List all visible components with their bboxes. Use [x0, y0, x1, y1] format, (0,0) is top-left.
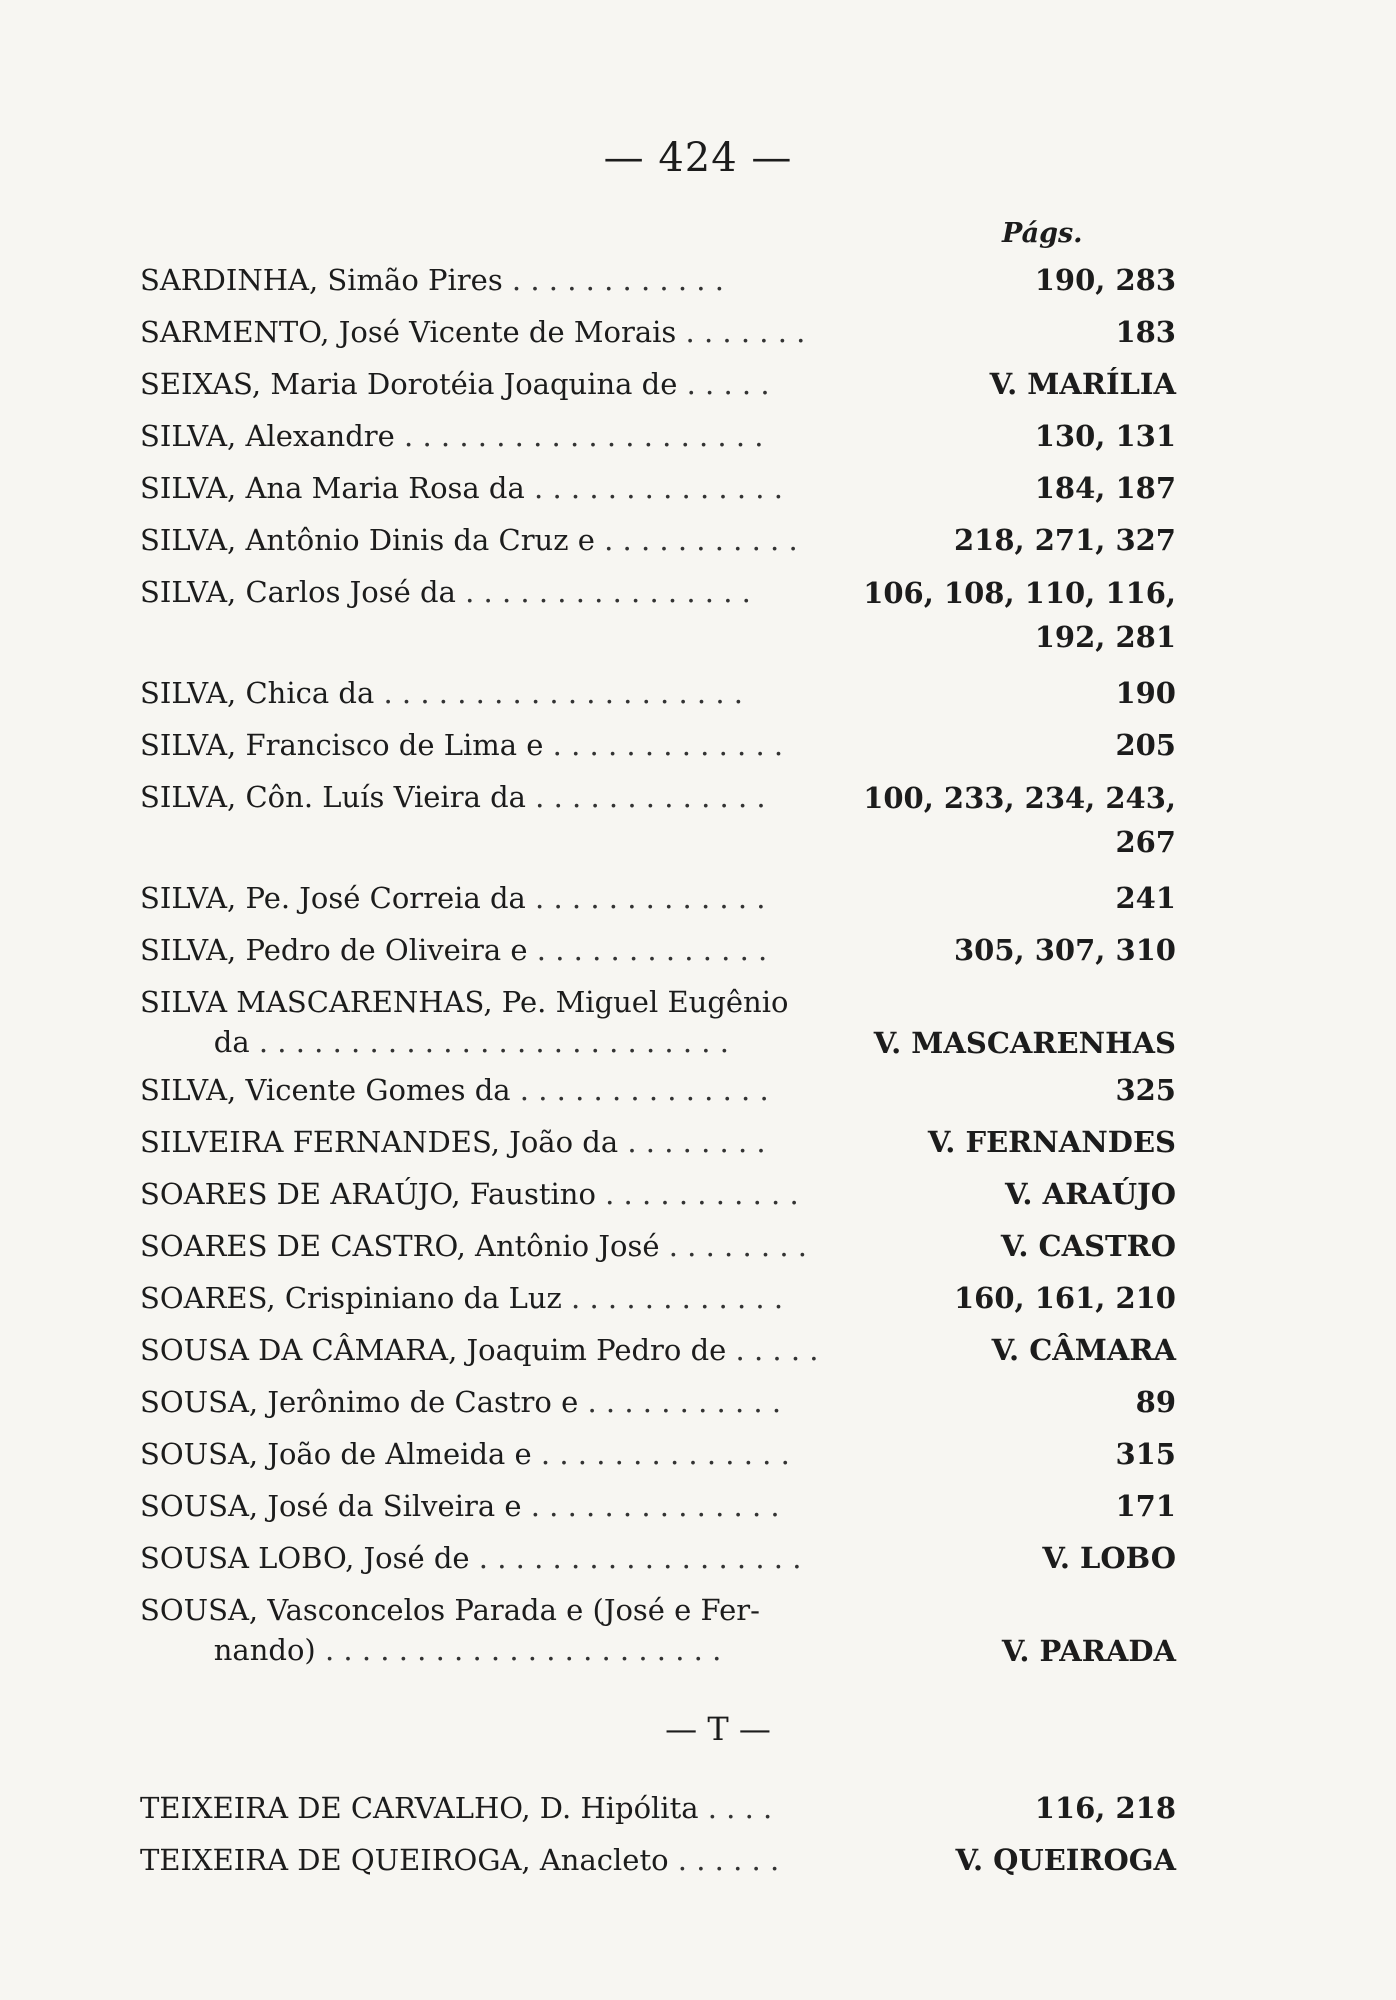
- entry-pages: V. LOBO: [1042, 1541, 1176, 1575]
- leader-dots: . . . . . . . . . . . . . .: [510, 1073, 769, 1107]
- index-entry: [140, 1376, 1176, 1428]
- entry-name: [140, 1220, 840, 1272]
- leader-dots: . . . . . . . . . . . . . .: [524, 471, 783, 505]
- entry-name: [140, 924, 840, 976]
- leader-dots: . . . . . . . . . . .: [594, 523, 798, 557]
- leader-dots: . . . . . . . . . . . . .: [525, 780, 766, 814]
- entry-name-text: SOARES, Crispiniano da Luz: [140, 1281, 562, 1315]
- entry-name: [140, 410, 840, 462]
- entry-name: [140, 1116, 840, 1168]
- entry-name-text: SOUSA, Vasconcelos Parada e (José e Fer- nando): [140, 1593, 760, 1667]
- entry-name: [140, 1064, 840, 1116]
- entry-pages: 305, 307, 310: [954, 933, 1176, 967]
- leader-dots: . . . . . . . . . . . . . .: [531, 1437, 790, 1471]
- index-entry: [140, 1324, 1176, 1376]
- entry-name-text: SILVA, Chica da: [140, 676, 375, 710]
- entry-name-text: SILVA, Côn. Luís Vieira da: [140, 780, 526, 814]
- entry-name-text: SILVA MASCARENHAS, Pe. Miguel Eugênio da: [140, 985, 789, 1059]
- section-letter-t: — T —: [665, 1710, 771, 1748]
- entry-pages: 171: [1115, 1489, 1176, 1523]
- leader-dots: . . . . . .: [668, 1843, 780, 1877]
- leader-dots: . . . . . . . . . . . .: [502, 263, 724, 297]
- entry-name: [140, 566, 840, 618]
- entry-name: [140, 1782, 840, 1834]
- index-entry: [140, 719, 1176, 771]
- index-entry: [140, 1480, 1176, 1532]
- entry-name-text: SILVA, Ana Maria Rosa da: [140, 471, 525, 505]
- entry-pages: V. FERNANDES: [927, 1125, 1176, 1159]
- entry-name: [140, 514, 840, 566]
- entry-pages: 89: [1135, 1385, 1176, 1419]
- index-entry: [140, 306, 1176, 358]
- entry-name: [140, 1584, 840, 1670]
- entry-name-text: SOUSA, José da Silveira e: [140, 1489, 522, 1523]
- index-entry: [140, 410, 1176, 462]
- entry-name: [140, 254, 840, 306]
- entry-name: [140, 771, 840, 823]
- entry-name-text: SOUSA, Jerônimo de Castro e: [140, 1385, 579, 1419]
- index-group-s: [140, 254, 1176, 1672]
- index-entry: [140, 1116, 1176, 1168]
- entry-name-text: TEIXEIRA DE CARVALHO, D. Hipólita: [140, 1791, 699, 1825]
- entry-pages: 160, 161, 210: [954, 1281, 1176, 1315]
- entry-pages: 315: [1115, 1437, 1176, 1471]
- entry-pages: V. CASTRO: [1000, 1229, 1176, 1263]
- entry-name: [140, 976, 840, 1062]
- index-entry: [140, 462, 1176, 514]
- index-entry: [140, 514, 1176, 566]
- entry-pages: 205: [1115, 728, 1176, 762]
- leader-dots: . . . . .: [726, 1333, 819, 1367]
- page-number: — 424 —: [603, 135, 793, 181]
- entry-name-text: SILVA, Alexandre: [140, 419, 395, 453]
- index-entry: [140, 566, 1176, 659]
- leader-dots: . . . . . . . .: [618, 1125, 766, 1159]
- leader-dots: . . . . . . . . . . . . . .: [521, 1489, 780, 1523]
- leader-dots: . . . .: [698, 1791, 773, 1825]
- index-list: [140, 254, 1176, 1886]
- entry-pages: 130, 131: [1034, 419, 1176, 453]
- entry-name-text: SOARES DE ARAÚJO, Faustino: [140, 1177, 596, 1211]
- entry-name: [140, 667, 840, 719]
- entry-pages: 218, 271, 327: [954, 523, 1176, 557]
- entry-name: [140, 1428, 840, 1480]
- leader-dots: . . . . . . . . . . . . .: [543, 728, 784, 762]
- entry-name-text: SARDINHA, Simão Pires: [140, 263, 503, 297]
- index-entry: [140, 1782, 1176, 1834]
- leader-dots: . . . . . . . . . . . .: [561, 1281, 784, 1315]
- index-entry: [140, 254, 1176, 306]
- entry-pages: 325: [1115, 1073, 1176, 1107]
- entry-pages: 106, 108, 110, 116, 192, 281: [863, 576, 1176, 654]
- entry-name: [140, 462, 840, 514]
- entry-pages: V. ARAÚJO: [1005, 1177, 1176, 1211]
- entry-name: [140, 1480, 840, 1532]
- index-entry: [140, 1584, 1176, 1672]
- entry-pages: V. MARÍLIA: [989, 367, 1176, 401]
- entry-name: [140, 306, 840, 358]
- index-entry: [140, 924, 1176, 976]
- entry-name-text: SOUSA DA CÂMARA, Joaquim Pedro de: [140, 1333, 727, 1367]
- index-entry: [140, 1220, 1176, 1272]
- entry-name: [140, 1834, 840, 1886]
- entry-name-text: SOUSA, João de Almeida e: [140, 1437, 532, 1471]
- entry-pages: 184, 187: [1034, 471, 1176, 505]
- entry-pages: 241: [1115, 881, 1176, 915]
- leader-dots: . . . . . . . . . . . . . . . . . . . .: [394, 419, 764, 453]
- leader-dots: . . . . . . . . . . . . . . . . . . . . . .: [315, 1633, 722, 1667]
- entry-name-text: SILVEIRA FERNANDES, João da: [140, 1125, 619, 1159]
- entry-name-text: SARMENTO, José Vicente de Morais: [140, 315, 677, 349]
- entry-pages: 100, 233, 234, 243, 267: [863, 781, 1176, 859]
- entry-name: [140, 358, 840, 410]
- index-entry: [140, 1168, 1176, 1220]
- index-entry: [140, 976, 1176, 1064]
- index-entry: [140, 667, 1176, 719]
- entry-name-text: TEIXEIRA DE QUEIROGA, Anacleto: [140, 1843, 669, 1877]
- entry-name-text: SILVA, Pedro de Oliveira e: [140, 933, 528, 967]
- leader-dots: . . . . . . . . . . .: [578, 1385, 782, 1419]
- entry-pages: V. QUEIROGA: [955, 1843, 1176, 1877]
- index-entry: [140, 872, 1176, 924]
- entry-name: [140, 1168, 840, 1220]
- entry-name-text: SILVA, Francisco de Lima e: [140, 728, 544, 762]
- index-entry: [140, 1272, 1176, 1324]
- index-entry: [140, 1064, 1176, 1116]
- entry-name: [140, 1532, 840, 1584]
- leader-dots: . . . . . . . . . . . . . . . .: [455, 575, 751, 609]
- entry-name-text: SOARES DE CASTRO, Antônio José: [140, 1229, 660, 1263]
- entry-pages: V. CÂMARA: [991, 1333, 1176, 1367]
- entry-name-text: SOUSA LOBO, José de: [140, 1541, 470, 1575]
- entry-name: [140, 719, 840, 771]
- entry-pages: 190: [1115, 676, 1176, 710]
- index-entry: [140, 1428, 1176, 1480]
- entry-name-text: SEIXAS, Maria Dorotéia Joaquina de: [140, 367, 678, 401]
- entry-pages: 190, 283: [1034, 263, 1176, 297]
- index-entry: [140, 358, 1176, 410]
- leader-dots: . . . . . . . . . . . . .: [527, 933, 768, 967]
- leader-dots: . . . . . . .: [676, 315, 806, 349]
- entry-pages: V. PARADA: [1001, 1634, 1176, 1668]
- entry-name: [140, 1272, 840, 1324]
- entry-pages: 183: [1115, 315, 1176, 349]
- leader-dots: . . . . . . . . . . .: [595, 1177, 799, 1211]
- entry-name-text: SILVA, Carlos José da: [140, 575, 456, 609]
- leader-dots: . . . . . . . . . . . . . . . . . .: [469, 1541, 802, 1575]
- entry-name: [140, 1376, 840, 1428]
- leader-dots: . . . . . . . . . . . . . . . . . . . .: [374, 676, 743, 710]
- index-group-t: [140, 1782, 1176, 1886]
- entry-name: [140, 872, 840, 924]
- entry-pages: V. MASCARENHAS: [873, 1026, 1176, 1060]
- entry-name-text: SILVA, Vicente Gomes da: [140, 1073, 511, 1107]
- leader-dots: . . . . . . . .: [659, 1229, 807, 1263]
- index-entry: [140, 771, 1176, 864]
- index-entry: [140, 1532, 1176, 1584]
- pages-column-header: Págs.: [1002, 218, 1083, 249]
- entry-pages: 116, 218: [1034, 1791, 1176, 1825]
- leader-dots: . . . . . . . . . . . . . . . . . . . . . . . . . .: [249, 1025, 729, 1059]
- leader-dots: . . . . .: [677, 367, 770, 401]
- index-entry: [140, 1834, 1176, 1886]
- leader-dots: . . . . . . . . . . . . .: [525, 881, 766, 915]
- entry-name-text: SILVA, Pe. José Correia da: [140, 881, 526, 915]
- entry-name: [140, 1324, 840, 1376]
- entry-name-text: SILVA, Antônio Dinis da Cruz e: [140, 523, 595, 557]
